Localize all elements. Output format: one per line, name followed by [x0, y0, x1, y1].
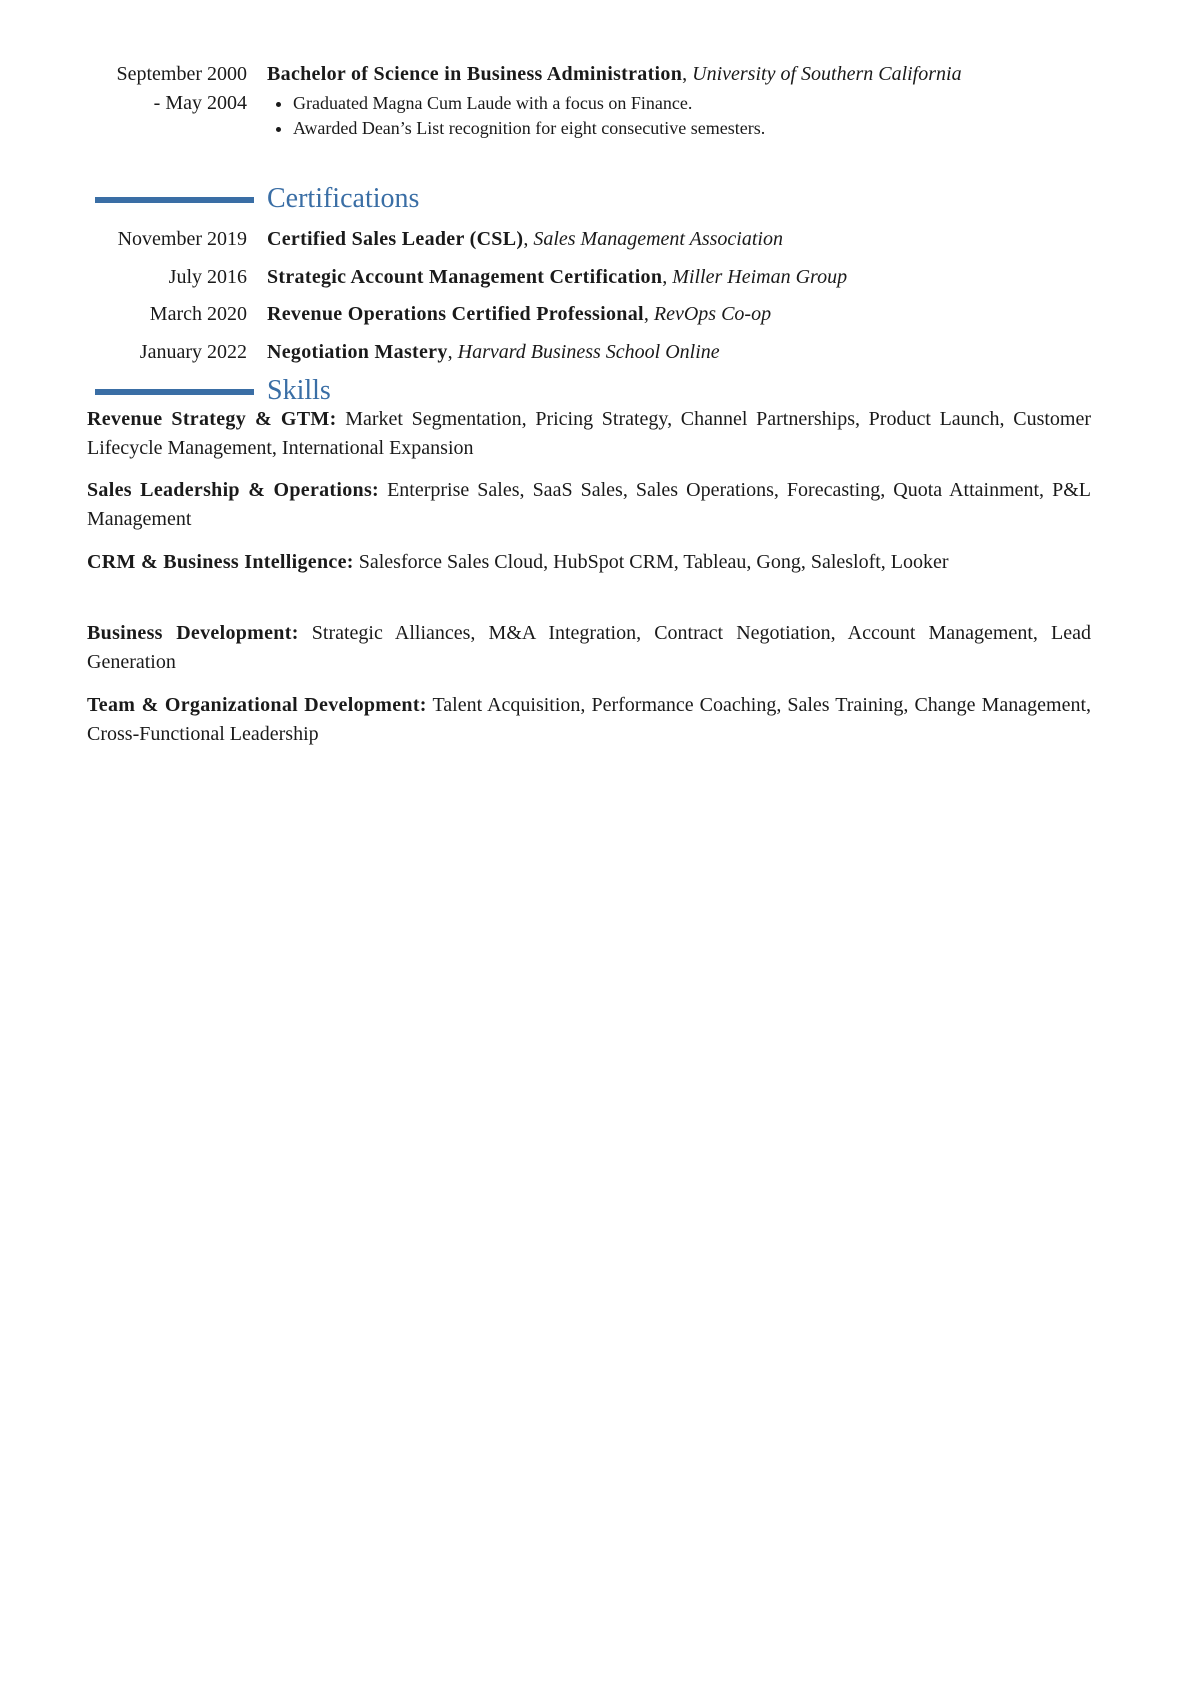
education-bullet: • Awarded Dean’s List recognition for eight consecutive semesters. [293, 116, 1091, 141]
cert-name: Certified Sales Leader (CSL) [267, 228, 524, 250]
cert-details: Strategic Account Management Certification, Miller Heiman Group [267, 266, 848, 288]
skill-list: Talent Acquisition, Performance Coaching, Sales Training, Change Management, Cross-Functional Leadership [87, 694, 1092, 745]
skill-list: Market Segmentation, Pricing Strategy, Channel Partnerships, Product Launch, Customer Lifecycle Management, International Expansion [87, 408, 1091, 459]
skill-list: Enterprise Sales, SaaS Sales, Sales Operations, Forecasting, Quota Attainment, P&L Management [87, 479, 1091, 530]
skill-group [87, 476, 1091, 534]
section-bar [95, 197, 254, 203]
cert-details: Revenue Operations Certified Professional, RevOps Co-op [267, 303, 772, 325]
certifications-section-header [0, 181, 1190, 217]
skill-category: CRM & Business Intelligence: [87, 551, 354, 573]
skill-list: Strategic Alliances, M&A Integration, Contract Negotiation, Account Management, Lead Generation [87, 622, 1092, 673]
skill-group [87, 619, 1091, 677]
skills-section-header [0, 373, 1190, 409]
education-bullets [267, 91, 1091, 141]
cert-date: July 2016 [168, 266, 247, 288]
skill-group [87, 548, 1091, 577]
cert-issuer: Harvard Business School Online [457, 341, 720, 363]
skill-group [87, 691, 1091, 749]
degree: Bachelor of Science in Business Administration [267, 63, 683, 85]
skill-category: Team & Organizational Development: [87, 694, 427, 716]
section-bar [95, 389, 254, 395]
cert-date: November 2019 [117, 228, 247, 250]
cert-name: Strategic Account Management Certification [267, 266, 663, 288]
section-title: Skills [267, 375, 331, 406]
skill-category: Business Development: [87, 622, 299, 644]
cert-name: Negotiation Mastery [267, 341, 448, 363]
cert-details: Negotiation Mastery, Harvard Business School Online [267, 341, 720, 363]
section-title: Certifications [267, 183, 420, 214]
education-date: September 2000 - May 2004 [116, 63, 247, 114]
school: University of Southern California [692, 63, 962, 85]
cert-date: January 2022 [139, 341, 247, 363]
skill-category: Sales Leadership & Operations: [87, 479, 380, 501]
skill-category: Revenue Strategy & GTM: [87, 408, 337, 430]
education-bullet: • Graduated Magna Cum Laude with a focus on Finance. [293, 91, 1091, 116]
skill-list: Salesforce Sales Cloud, HubSpot CRM, Tableau, Gong, Salesloft, Looker [358, 551, 949, 573]
cert-issuer: Miller Heiman Group [672, 266, 848, 288]
cert-date: March 2020 [149, 303, 247, 325]
skill-group [87, 405, 1091, 463]
education-details: Bachelor of Science in Business Administration, University of Southern California • Graduated Magna Cum Laude with a focus on Finance. • Awarded Dean’s List recognition for eight consecutive semesters. [267, 60, 1091, 141]
cert-name: Revenue Operations Certified Professional [267, 303, 644, 325]
cert-details: Certified Sales Leader (CSL), Sales Management Association [267, 228, 783, 250]
cert-issuer: RevOps Co-op [653, 303, 772, 325]
cert-issuer: Sales Management Association [533, 228, 783, 250]
